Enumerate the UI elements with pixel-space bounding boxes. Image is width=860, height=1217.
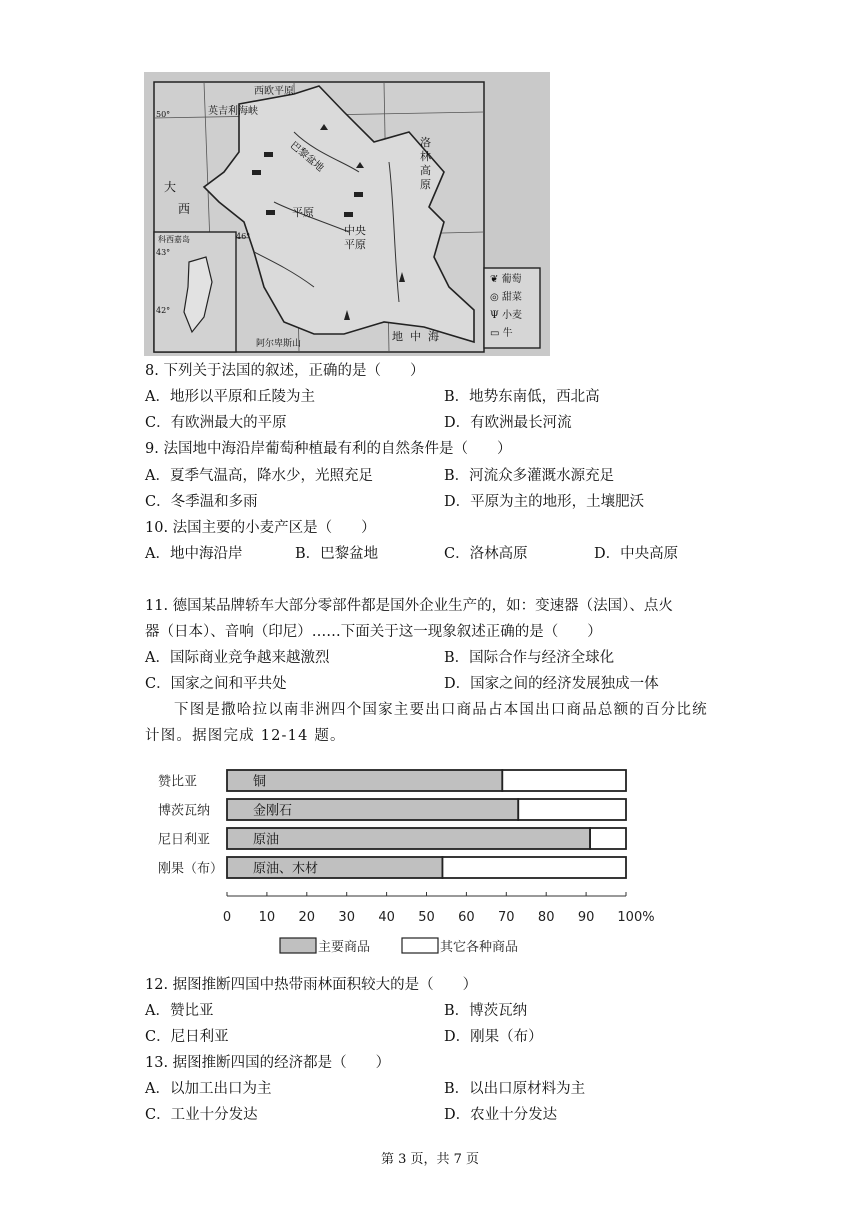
q11-stem-line2: 器（日本）、音响（印尼）……下面关于这一现象叙述正确的是（ ） [145,624,602,640]
x-tick-label: 10 [258,910,276,925]
q8-option-d: D．有欧洲最长河流 [444,415,572,431]
q11-option-c: C．国家之间和平共处 [145,676,287,692]
q9-option-b: B．河流众多灌溉水源充足 [444,468,615,484]
bar-label: 金刚石 [253,803,293,819]
bar-other-goods [502,770,626,791]
q10-option-a: A．地中海沿岸 [145,546,243,562]
legend-swatch-other [402,938,438,953]
legend-label-other: 其它各种商品 [440,940,519,955]
q11-option-a: A．国际商业竞争越来越激烈 [145,650,330,666]
legend-grape: 葡萄 [501,274,522,285]
legend-swatch-main [280,938,316,953]
map-lat-42: 42° [156,306,171,315]
page-footer: 第 3 页，共 7 页 [380,1152,480,1167]
x-tick-label: 100% [617,910,655,925]
export-share-chart [140,760,660,965]
x-tick-label: 90 [577,910,595,925]
q13-stem: 13. 据图推断四国的经济都是（ ） [145,1055,391,1071]
chart-intro-line1: 下图是撒哈拉以南非洲四个国家主要出口商品占本国出口商品总额的百分比统 [174,702,708,718]
map-label-med-2: 中 [410,330,421,343]
map-label-south: 阿尔卑斯山 [256,339,302,349]
bar-other-goods [518,799,626,820]
map-lat-43: 43° [156,248,171,257]
q9-option-d: D．平原为主的地形，土壤肥沃 [444,494,645,510]
map-label-med-3: 海 [428,330,439,343]
bar-label: 铜 [253,774,267,790]
q12-option-a: A．赞比亚 [145,1003,214,1019]
x-tick-label: 0 [222,910,232,925]
q13-option-b: B．以出口原材料为主 [444,1081,586,1097]
bar-other-goods [590,828,626,849]
map-label-med-1: 地 [392,330,403,343]
france-map [144,72,550,356]
bar-label: 原油、木材 [253,861,319,877]
x-tick-label: 30 [338,910,355,925]
map-label-north: 西欧平原 [254,86,294,97]
map-lat-46: 46° [236,232,251,241]
x-tick-label: 40 [378,910,395,925]
q12-stem: 12. 据图推断四国中热带雨林面积较大的是（ ） [145,977,478,993]
q8-option-a: A．地形以平原和丘陵为主 [145,389,315,405]
q13-option-a: A．以加工出口为主 [145,1081,272,1097]
map-label-atlantic-1: 大 [164,180,177,194]
q11-stem-line1: 11. 德国某品牌轿车大部分零部件都是国外企业生产的，如：变速器（法国）、点火 [145,598,673,614]
map-label-paris-basin: 巴黎盆地 [287,139,326,175]
bar-main-goods [227,770,502,791]
category-label: 尼日利亚 [158,832,211,848]
q12-option-c: C．尼日利亚 [145,1029,229,1045]
category-label: 刚果（布） [158,861,224,877]
x-tick-label: 70 [498,910,515,925]
q10-stem: 10. 法国主要的小麦产区是（ ） [145,520,376,536]
legend-wheat-icon: Ψ 小麦 [490,310,522,321]
legend-beet-icon: ◎ 甜菜 [490,292,522,303]
x-tick-label: 20 [298,910,316,925]
q13-option-d: D．农业十分发达 [444,1107,558,1123]
legend-cattle-icon: ▭ 牛 [490,328,513,339]
chart-intro-line2: 计图。据图完成 12-14 题。 [145,728,346,744]
legend-grape-icon: ❦ 葡萄 [490,274,522,285]
q9-stem: 9. 法国地中海沿岸葡萄种植最有利的自然条件是（ ） [145,441,512,457]
q11-option-d: D．国家之间的经济发展独成一体 [444,676,659,692]
category-label: 赞比亚 [158,774,198,790]
map-label-lorraine: 洛林高原 [420,136,431,191]
bar-main-goods [227,828,590,849]
q10-option-d: D．中央高原 [594,546,679,562]
q13-option-c: C．工业十分发达 [145,1107,258,1123]
map-label-plain: 平原 [292,206,314,219]
q8-option-b: B．地势东南低，西北高 [444,389,600,405]
legend-cattle: 牛 [502,328,513,339]
q8-stem: 8. 下列关于法国的叙述，正确的是（ ） [145,363,425,379]
q9-option-c: C．冬季温和多雨 [145,494,258,510]
map-label-central-2: 平原 [344,238,366,251]
map-label-inset: 科西嘉岛 [158,235,190,244]
q10-option-c: C．洛林高原 [444,546,528,562]
bar-other-goods [442,857,626,878]
q12-option-d: D．刚果（布） [444,1029,543,1045]
legend-wheat: 小麦 [501,310,522,321]
q12-option-b: B．博茨瓦纳 [444,1003,528,1019]
map-label-channel: 英吉利海峡 [208,106,258,117]
bar-label: 原油 [253,832,280,848]
legend-beet: 甜菜 [501,292,522,303]
q10-option-b: B．巴黎盆地 [295,546,379,562]
q9-option-a: A．夏季气温高，降水少，光照充足 [145,468,373,484]
x-tick-label: 50 [418,910,435,925]
category-label: 博茨瓦纳 [158,803,211,819]
q11-option-b: B．国际合作与经济全球化 [444,650,615,666]
map-label-atlantic-2: 西 [178,202,191,216]
map-lat-50: 50° [156,110,171,119]
map-label-central-1: 中央 [344,224,366,237]
x-tick-label: 80 [537,910,555,925]
x-tick-label: 60 [458,910,475,925]
q8-option-c: C．有欧洲最大的平原 [145,415,287,431]
map-legend [490,271,522,343]
legend-label-main: 主要商品 [318,940,371,955]
